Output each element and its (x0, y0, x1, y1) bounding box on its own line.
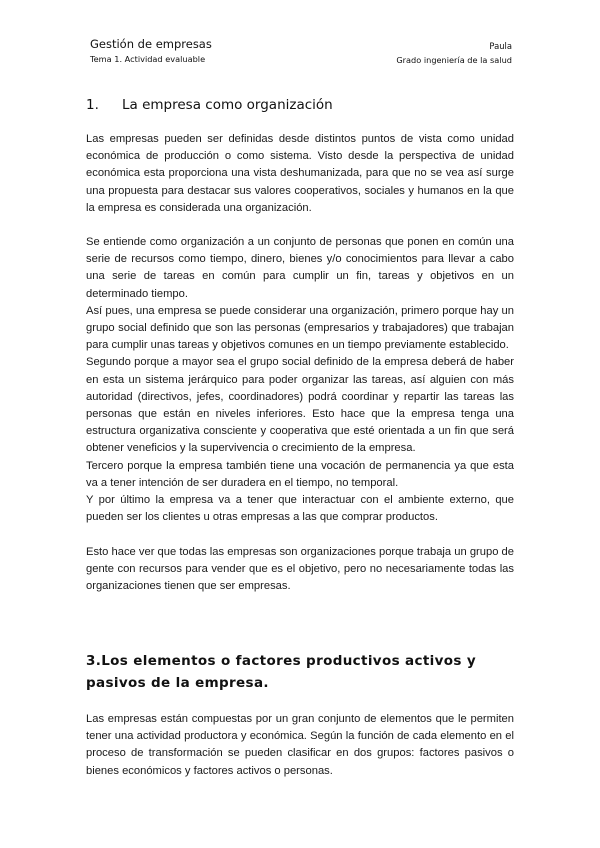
section-1-number: 1. (86, 97, 99, 113)
header-left (90, 37, 212, 66)
section-3-heading: 3.Los elementos o factores productivos activos y pasivos de la empresa. (86, 653, 476, 691)
section-1-paragraph-1: Las empresas pueden ser definidas desde distintos puntos de vista como unidad económica de producción o como sistema. Visto desde la perspectiva de unidad económica esta proporciona una vista deshumanizada, para que no se vea así surge una propuesta para destacar sus valores cooperativos, sociales y humanos en la que la empresa es considerada una organización. (86, 133, 514, 214)
section-1-paragraph-6: Y por último la empresa va a tener que interactuar con el ambiente externo, que pueden ser los clientes u otras empresas a las que comprar productos. (86, 494, 514, 524)
section-3-paragraph-1: Las empresas están compuestas por un gran conjunto de elementos que le permiten tener una actividad productora y económica. Según la función de cada elemento en el proceso de transformación se pueden clasificar en dos grupos: factores pasivos o bienes económicos y factores activos o personas. (86, 713, 514, 777)
section-1-paragraph-3: Así pues, una empresa se puede considerar una organización, primero porque hay un grupo social definido que son las personas (empresarios y trabajadores) que trabajan para cumplir unas tareas y objetivos comunes en un tiempo previamente establecido. (86, 304, 514, 352)
paragraph-spacer (86, 526, 514, 543)
course-title: Gestión de empresas (90, 37, 212, 51)
section-1-paragraph-5: Tercero porque la empresa también tiene una vocación de permanencia ya que esta va a tener intención de ser duradera en el tiempo, no temporal. (86, 459, 514, 489)
section-1-paragraph-2: Se entiende como organización a un conjunto de personas que ponen en común una serie de recursos como tiempo, dinero, bienes y/o conocimientos para llevar a cabo una serie de tareas en común para cumplir un fin, tareas y objetivos en un determinado tiempo. (86, 236, 514, 300)
section-1-paragraph-7: Esto hace ver que todas las empresas son organizaciones porque trabaja un grupo de gente con recursos para vender que es el objetivo, pero no necesariamente todas las organizaciones tienen que ser empresas. (86, 545, 514, 593)
author-name: Paula (489, 41, 512, 51)
header-right (396, 37, 512, 67)
degree-name: Grado ingeniería de la salud (396, 55, 512, 65)
section-1-heading (86, 95, 514, 115)
section-1-body (86, 234, 514, 595)
section-1-paragraph-4: Segundo porque a mayor sea el grupo social definido de la empresa deberá de haber en esta un sistema jerárquico para poder organizar las tareas, así alguien con más autoridad (directivos, jefes, coordinadores) podrá coordinar y repartir las tareas las personas que están en niveles inferiores. Esto hace que la empresa tenga una estructura organizativa consciente y cooperativa que esté orientada a un fin que será obtener veneficios y la supervivencia o crecimiento de la empresa. (86, 356, 514, 455)
page-header (90, 37, 512, 69)
section-1-title: La empresa como organización (122, 97, 333, 113)
assignment-subtitle: Tema 1. Actividad evaluable (90, 54, 206, 64)
